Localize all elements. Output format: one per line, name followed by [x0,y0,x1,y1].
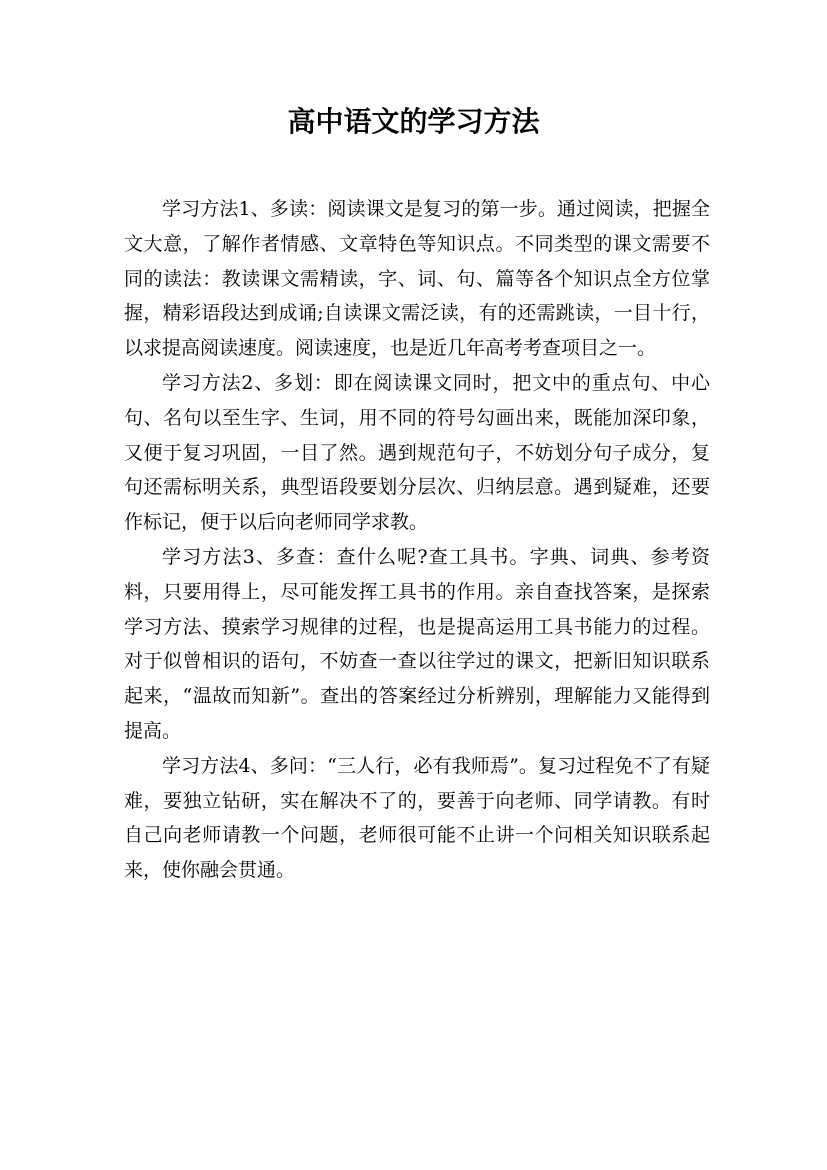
document-title: 高中语文的学习方法 [287,105,540,138]
paragraph-method-3: 学习方法3、多查：查什么呢?查工具书。字典、词典、参考资料，只要用得上，尽可能发挥工具书的作用。亲自查找答案，是探索学习方法、摸索学习规律的过程，也是提高运用工具书能力的过程。对于似曾相识的语句，不妨查一查以往学过的课文，把新旧知识联系起来，“温故而知新”。查出的答案经过分析辨别，理解能力又能得到提高。 [124,545,710,742]
paragraph-method-1: 学习方法1、多读：阅读课文是复习的第一步。通过阅读，把握全文大意，了解作者情感、文章特色等知识点。不同类型的课文需要不同的读法：教读课文需精读，字、词、句、篇等各个知识点全方位掌握，精彩语段达到成诵;自读课文需泛读，有的还需跳读，一目十行，以求提高阅读速度。阅读速度，也是近几年高考考查项目之一。 [124,198,710,360]
paragraph-method-2: 学习方法2、多划：即在阅读课文同时，把文中的重点句、中心句、名句以至生字、生词，用不同的符号勾画出来，既能加深印象，又便于复习巩固，一目了然。遇到规范句子，不妨划分句子成分，复句还需标明关系，典型语段要划分层次、归纳层意。遇到疑难，还要作标记，便于以后向老师同学求教。 [124,371,710,534]
paragraph-method-4: 学习方法4、多问：“三人行，必有我师焉”。复习过程免不了有疑难，要独立钻研，实在解决不了的，要善于向老师、同学请教。有时自己向老师请教一个问题，老师很可能不止讲一个问相关知识联系起来，使你融会贯通。 [124,754,710,882]
document-body [124,192,710,888]
